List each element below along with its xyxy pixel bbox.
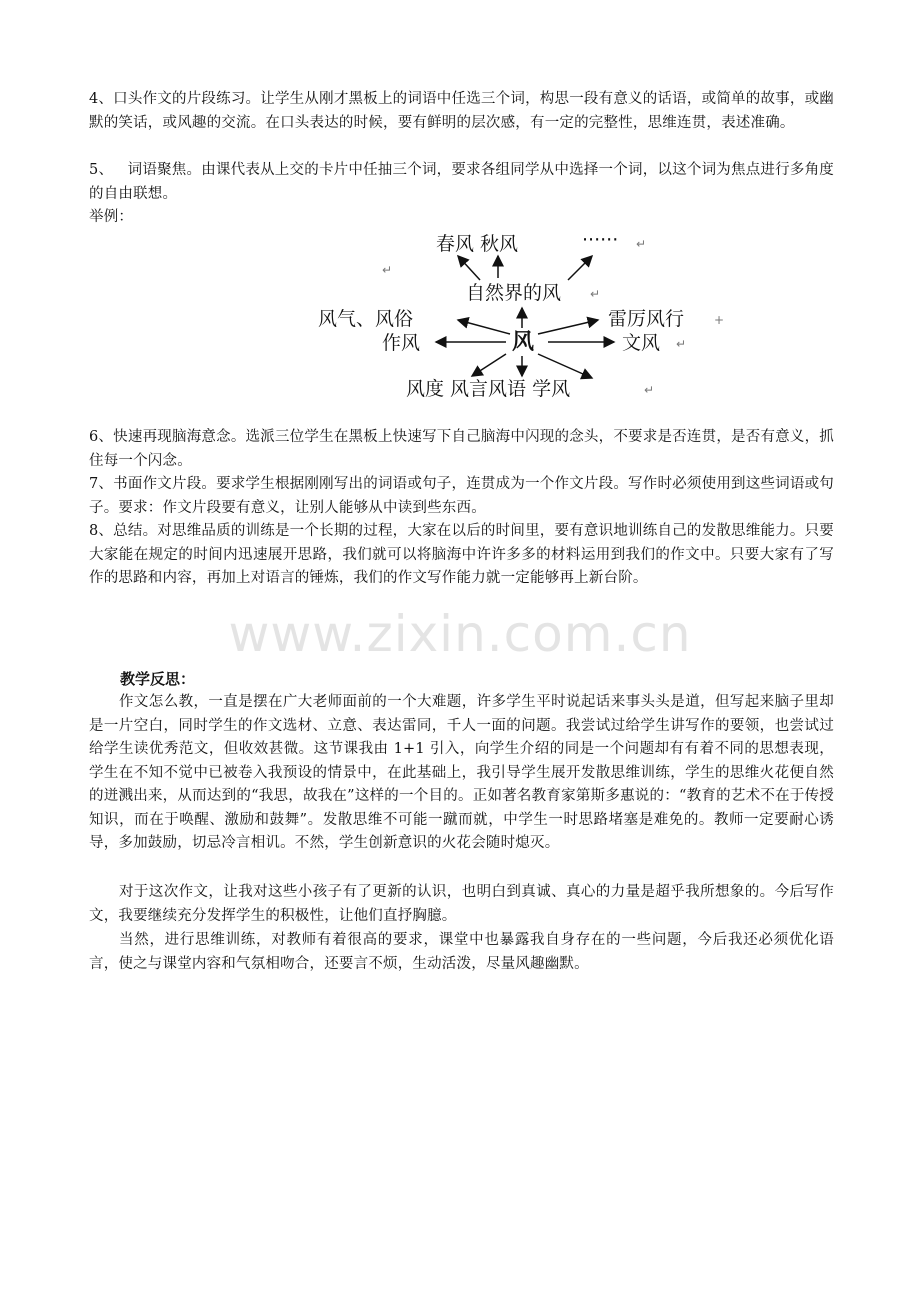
wind-association-diagram: [300, 228, 740, 408]
arrow-center-to-left-upper: [458, 320, 510, 334]
diagram-top-right: ······: [582, 229, 619, 251]
diagram-top-left: 春风 秋风: [436, 233, 519, 255]
paragraph-mark-icon: ↵: [644, 383, 655, 397]
paragraph-mark-icon: +: [714, 313, 725, 327]
diagram-right-upper: 雷厉风行: [608, 308, 685, 330]
diagram-left: 作风: [382, 332, 421, 354]
step-4-paragraph: 4、口头作文的片段练习。让学生从刚才黑板上的词语中任选三个词，构思一段有意义的话语，或简单的故事，或幽默的笑话，或风趣的交流。在口头表达的时候，要有鲜明的层次感，有一定的完整性，思维连贯，表述准确。: [89, 91, 834, 131]
reflection-heading: 教学反思：: [120, 670, 196, 688]
arrow-center-to-right-upper: [538, 320, 598, 334]
step-8-paragraph: 8、总结。对思维品质的训练是一个长期的过程，大家在以后的时间里，要有意识地训练自己的发散思维能力。只要大家能在规定的时间内迅速展开思路，我们就可以将脑海中许许多多的材料运用到我们的作文中。只要大家有了写作的思路和内容，再加上对语言的锤炼，我们的作文写作能力就一定能够再上新台阶。: [89, 523, 834, 586]
watermark: www.zixin.com.cn: [228, 605, 692, 663]
diagram-bottom: 风度 风言风语 学风: [406, 378, 571, 400]
diagram-nature: 自然界的风: [466, 282, 562, 304]
reflection-paragraph-2: 对于这次作文，让我对这些小孩子有了更新的认识，也明白到真诚、真心的力量是超乎我所想象的。今后写作文，我要继续充分发挥学生的积极性，让他们直抒胸臆。: [89, 884, 834, 924]
arrow-center-to-bottom-right: [538, 354, 592, 378]
arrow-nature-to-top-left: [458, 256, 480, 280]
paragraph-mark-icon: ↵: [636, 237, 647, 251]
reflection-paragraph-1: 作文怎么教，一直是摆在广大老师面前的一个大难题，许多学生平时说起话来事头头是道，但写起来脑子里却是一片空白，同时学生的作文选材、立意、表达雷同，千人一面的问题。我尝试过给学生讲写作的要领，也尝试过给学生读优秀范文，但收效甚微。这节课我由 1+1 引入，向学生介绍的同是一个问题却有有着不同的思想表现，学生在不知不觉中已被卷入我预设的情景中，在此基础上，我引导学生展开发散思维训练，学生的思维火花便自然的迸溅出来，从而达到的“我思，故我在”这样的一个目的。正如著名教育家第斯多惠说的：“教育的艺术不在于传授知识，而在于唤醒、激励和鼓舞”。发散思维不可能一蹴而就，中学生一时思路堵塞是难免的。教师一定要耐心诱导，多加鼓励，切忌冷言相讥。不然，学生创新意识的火花会随时熄灭。: [89, 694, 834, 851]
diagram-right: 文风: [622, 332, 661, 354]
step-6-paragraph: 6、快速再现脑海意念。选派三位学生在黑板上快速写下自己脑海中闪现的念头，不要求是否连贯，是否有意义，抓住每一个闪念。: [89, 429, 834, 469]
step-7-paragraph: 7、书面作文片段。要求学生根据刚刚写出的词语或句子，连贯成为一个作文片段。写作时必须使用到这些词语或句子。要求：作文片段要有意义，让别人能够从中读到些东西。: [89, 476, 834, 516]
example-label: 举例：: [89, 209, 134, 225]
diagram-center: 风: [512, 330, 535, 355]
diagram-left-upper: 风气、风俗: [318, 308, 414, 330]
paragraph-mark-icon: ↵: [590, 287, 601, 301]
paragraph-mark-icon: ↵: [382, 263, 393, 277]
arrow-nature-to-top-right: [568, 256, 592, 280]
step-5-paragraph: 5、 词语聚焦。由课代表从上交的卡片中任抽三个词，要求各组同学从中选择一个词，以这个词为焦点进行多角度的自由联想。: [89, 162, 834, 202]
paragraph-mark-icon: ↵: [676, 337, 687, 351]
reflection-paragraph-3: 当然，进行思维训练，对教师有着很高的要求，课堂中也暴露我自身存在的一些问题，今后我还必须优化语言，使之与课堂内容和气氛相吻合，还要言不烦，生动活泼，尽量风趣幽默。: [89, 932, 834, 972]
arrow-center-to-bottom-left: [472, 354, 506, 376]
